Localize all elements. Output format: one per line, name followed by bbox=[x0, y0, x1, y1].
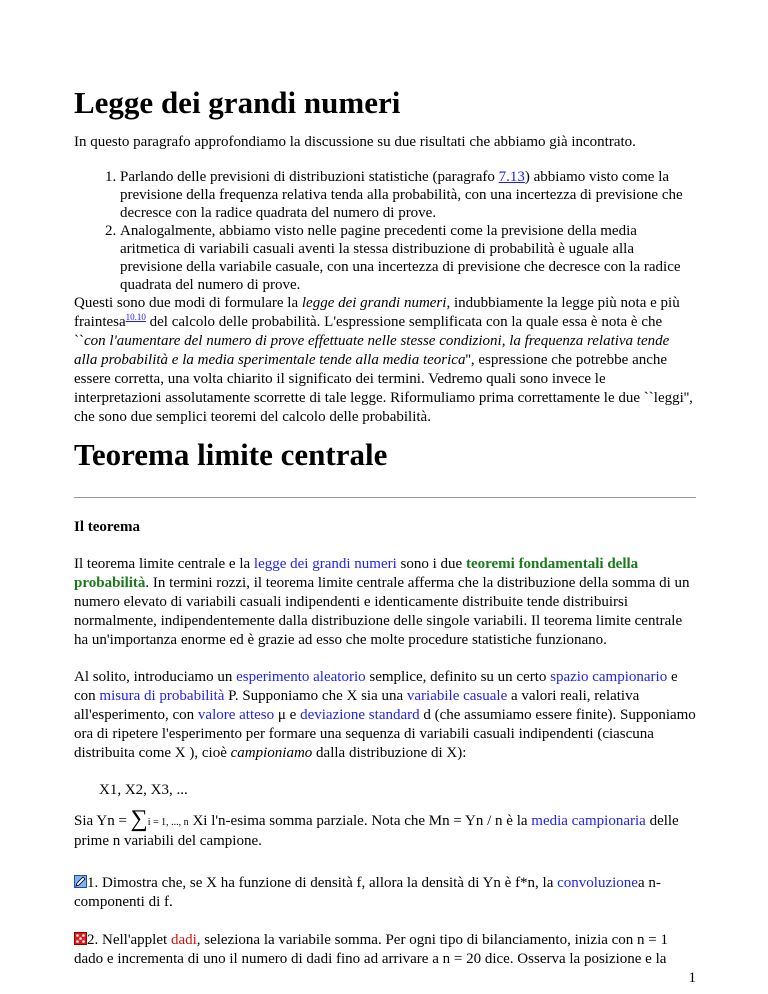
convolution-link[interactable]: convoluzione bbox=[557, 875, 638, 891]
numbered-list bbox=[74, 168, 696, 294]
sigma-symbol: ∑ bbox=[130, 806, 148, 832]
random-variable-link[interactable]: variabile casuale bbox=[406, 688, 508, 704]
footnote-link[interactable]: 10.10 bbox=[125, 312, 146, 322]
dice-icon[interactable] bbox=[74, 932, 87, 945]
intro-paragraph: In questo paragrafo approfondiamo la discussione su due risultati che abbiamo già incontrato. bbox=[74, 134, 636, 150]
standard-deviation-link[interactable]: deviazione standard bbox=[300, 707, 420, 723]
law-paragraph: Questi sono due modi di formulare la legge dei grandi numeri, indubbiamente la legge più nota e più fraintesa$^{10.10}$ del calcolo delle probabilità. L'espressione semplificata con la quale essa è nota è che ``con l'aumentare del numero di prove effettuate nelle stesse condizioni, la frequenza relativa tende alla probabilità e la media sperimentale tende alla media teorica'', espressione che potrebbe anche essere corretta, una volta chiarito il significato dei termini. Vedremo quali sono invece le interpretazioni assolutamente scorrette di tale legge. Riformuliamo prima correttamente le due ``leggi'', che sono due semplici teoremi del calcolo delle probabilità. bbox=[74, 295, 693, 425]
section-link[interactable]: 7.13 bbox=[498, 169, 525, 185]
setup-paragraph: Al solito, introduciamo un esperimento aleatorio semplice, definito su un certo spazio campionario e con misura di probabilità P. Supponiamo che X sia una variabile casuale a valori reali, relativa all'esperimento, con valore atteso μ e deviazione standard d (che assumiamo essere finite). Supponiamo ora di ripetere l'esperimento per formare una sequenza di variabili casuali indipendenti (ciascuna distribuita come X ), cioè campioniamo dalla distribuzione di X): bbox=[74, 669, 696, 761]
theorem-paragraph: Il teorema limite centrale e la legge dei grandi numeri sono i due teoremi fondamentali della probabilità. In termini rozzi, il teorema limite centrale afferma che la distribuzione della somma di un numero elevato di variabili casuali indipendenti e identicamente distribuite tende distribuirsi normalmente, indipendentemente dalla distribuzione delle singole variabili. Il teorema limite centrale ha un'importanza enorme ed è grazie ad esso che molte procedure statistiche funzionano. bbox=[74, 556, 690, 648]
section-heading: Teorema limite centrale bbox=[74, 437, 388, 472]
list-item: 2. Analogalmente, abbiamo visto nelle pagine precedenti come la previsione della media aritmetica di variabili casuali aventi la stessa distribuzione di probabilità è uguale alla previsione della variabile casuale, con una incertezza di previsione che decresce con la radice quadrata del numero di prove. bbox=[120, 222, 696, 294]
expected-value-link[interactable]: valore atteso bbox=[197, 707, 275, 723]
probability-measure-link[interactable]: misura di probabilità bbox=[99, 688, 225, 704]
main-heading: Legge dei grandi numeri bbox=[74, 85, 401, 120]
law-link[interactable]: legge dei grandi numeri bbox=[253, 556, 397, 572]
exercise-2: 2. Nell'applet dadi, seleziona la variabile somma. Per ogni tipo di bilanciamento, inizia con n = 1 dado e incrementa di uno il numero di dadi fino ad arrivare a n = 20 dice. Osserva la posizione e la bbox=[74, 932, 669, 967]
dice-applet-link[interactable]: dadi bbox=[170, 932, 197, 948]
subheading: Il teorema bbox=[74, 519, 140, 535]
horizontal-rule bbox=[74, 497, 696, 498]
random-experiment-link[interactable]: esperimento aleatorio bbox=[236, 669, 366, 685]
sequence-formula: X1, X2, X3, ... bbox=[99, 782, 188, 798]
exercise-1: 1. Dimostra che, se X ha funzione di densità f, allora la densità di Yn è f*n, la convoluzionea n-componenti di f. bbox=[74, 875, 661, 910]
pencil-icon[interactable] bbox=[74, 875, 87, 888]
sample-mean-link[interactable]: media campionaria bbox=[531, 813, 646, 829]
list-item: 1. Parlando delle previsioni di distribuzioni statistiche (paragrafo 7.13) abbiamo visto come la previsione della frequenza relativa tenda alla probabilità, con una incertezza di previsione che decresce con la radice quadrata del numero di prove. bbox=[120, 168, 696, 222]
sample-space-link[interactable]: spazio campionario bbox=[550, 669, 668, 685]
page-number: 1 bbox=[688, 970, 696, 986]
partial-sum-paragraph: Sia Yn = ∑i = 1, ..., n Xi l'n-esima somma parziale. Nota che Mn = Yn / n è la media campionaria delle prime n variabili del campione. bbox=[74, 806, 679, 849]
fundamental-theorems-highlight: teoremi fondamentali della probabilità bbox=[74, 556, 639, 591]
